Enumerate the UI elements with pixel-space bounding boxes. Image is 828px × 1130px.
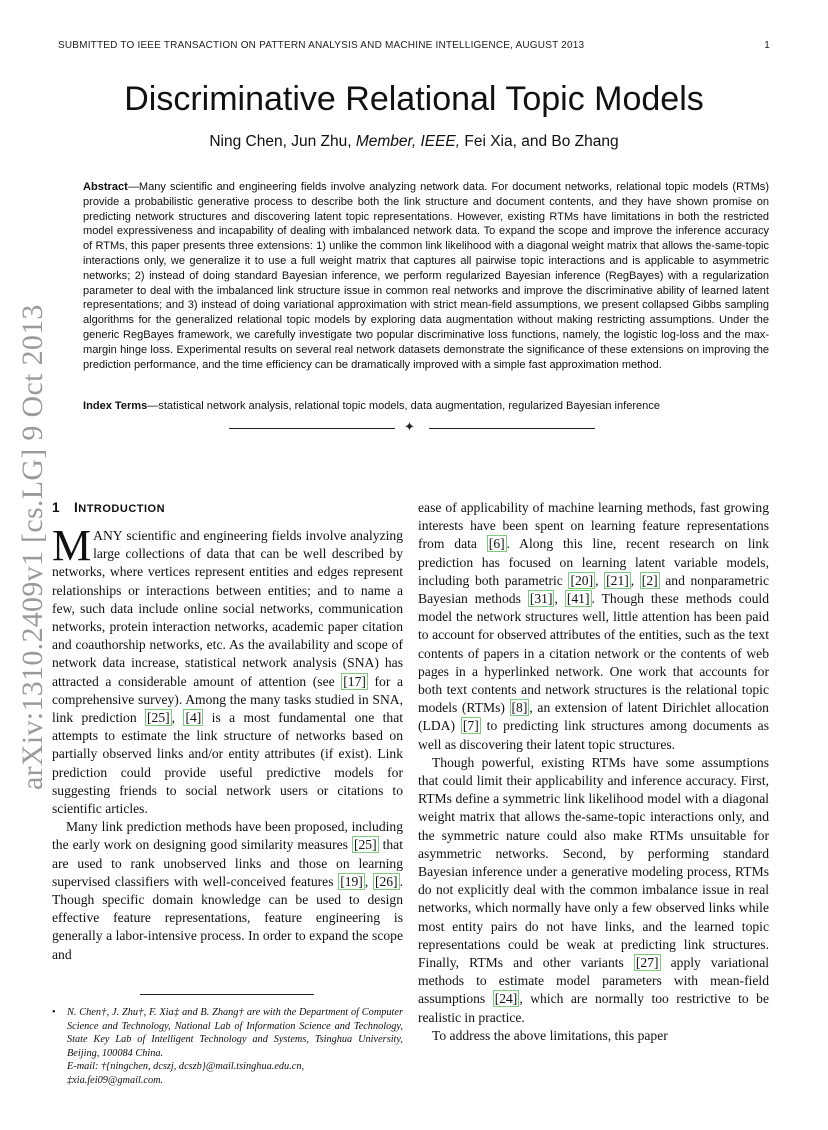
authors-membership: Member, IEEE, [355,133,461,150]
abstract [83,180,769,372]
text-run: ease of applicability of machine learning methods, fast growing interests have been spent on learning feature representations from data [418,500,769,552]
section-divider [229,420,595,435]
author-footnote [52,1006,403,1087]
text-run: , which are normally too restrictive to be realistic in practice. [418,991,769,1025]
citation-link[interactable]: [25] [147,710,170,726]
text-run: , [171,710,184,726]
text-run: , [630,572,640,588]
section-heading [52,499,403,517]
text-run: scientific and engineering fields involve analyzing large collections of data that can be well described by networks, where vertices represent entities and edges represent relationships or interactions between entities; and to name a few, such data include online social networks, communication networks, protein interaction networks, academic paper citation and coauthorship networks, etc. As the availability and scope of network data increase, statistical network analysis (SNA) has attracted a considerable amount of attention (see [52,528,403,689]
index-terms-text: —statistical network analysis, relational topic models, data augmentation, regularized Bayesian inference [147,400,660,412]
authors-names-b: Fei Xia, and Bo Zhang [460,133,619,150]
text-run: . Though specific domain knowledge can be used to design effective feature representations, feature engineering is generally a labor-intensive process. In order to expand the scope and [52,873,403,962]
text-run: that are used to rank unobserved links and those on learning supervised classifiers with well-conceived features [52,837,403,889]
text-run: , [554,591,565,607]
text-run: . Along this line, recent research on link prediction has focused on learning latent variable models, including both parametric [418,536,769,588]
text-run: Many link prediction methods have been proposed, including the early work on designing good similarity measures [52,819,403,853]
citation-link[interactable]: [31] [529,591,553,607]
paragraph-intro-5: To address the above limitations, this paper [432,1027,668,1043]
text-run: for a comprehensive survey). Among the many tasks studied in SNA, link prediction [52,673,403,726]
arxiv-watermark [0,0,60,1130]
abstract-label: Abstract [83,181,128,193]
paragraph-intro-4 [418,754,769,1027]
divider-rule-right [429,428,595,429]
divider-rule-left [229,428,395,429]
text-run: , [595,572,605,588]
paper-title: Discriminative Relational Topic Models [124,80,704,118]
footnote-email-1: E-mail: †{ningchen, dcszj, dcszb}@mail.tsinghua.edu.cn, [67,1061,305,1072]
footnote-body [52,1006,403,1087]
running-head-text: SUBMITTED TO IEEE TRANSACTION ON PATTERN ANALYSIS AND MACHINE INTELLIGENCE, AUGUST 2013 [58,40,585,51]
author-list [0,133,828,151]
column-left [52,499,403,964]
citation-link[interactable]: [2] [641,572,658,588]
text-run: apply variational methods to estimate model parameters with mean-field assumptions [418,955,770,1007]
page-number: 1 [764,40,770,51]
citation-link[interactable]: [25] [353,837,377,853]
citation-link[interactable]: [41] [566,591,590,607]
text-run: Though powerful, existing RTMs have some assumptions that could limit their applicability and inference accuracy. First, RTMs define a symmetric link likelihood model with a diagonal weight matrix that allows the-same-topic interactions only, and the symmetric nature could also make RTMs unsuitable for asymmetric networks. Second, by performing standard Bayesian inference under a generative modeling process, RTMs do not explicitly deal with the common imbalance issue in real networks, which normally have only a few observed links while most entity pairs do not have links, and the learned topic representations could be weak at predicting link structures. Finally, RTMs and other variants [418,754,769,971]
text-run: and nonparametric Bayesian methods [418,572,770,607]
section-title-rest: NTRODUCTION [78,503,166,515]
index-terms-label: Index Terms [83,400,148,412]
text-run: is a most fundamental one that attempts to estimate the link structure of networks based on partially observed links and/or entity attributes (if exist). Link prediction could provide useful predictive models for suggesting friends to social network users or citations to scientific articles. [52,710,404,817]
citation-link[interactable]: [6] [488,536,505,552]
arxiv-identifier: arXiv:1310.2409v1 [cs.LG] 9 Oct 2013 [16,304,49,790]
paragraph-intro-3 [418,499,769,754]
section-title-initial: I [74,500,79,515]
column-right [418,499,769,1045]
citation-link[interactable]: [4] [185,710,202,726]
lead-smallcaps: ANY [93,528,123,543]
paragraph-intro-1 [52,521,404,818]
citation-link[interactable]: [20] [570,572,594,588]
text-run: , an extension of latent Dirichlet allocation (LDA) [418,700,769,734]
divider-star-icon: ✦ [404,420,415,435]
section-number: 1 [52,500,61,515]
text-run: . Though these methods could model the network structures well, little attention has been paid to account for observed attributes of the entities, such as the text contents of papers in a citation network or the contents of web pages in a hyperlinked network. One work that accounts for both text contents and network structures is the relational topic models (RTMs) [418,591,770,716]
citation-link[interactable]: [7] [462,718,479,734]
footnote-email-2: ‡xia.fei09@gmail.com. [67,1074,164,1086]
drop-cap: M [52,521,92,570]
citation-link[interactable]: [24] [494,991,518,1007]
footnote-bullet: • [52,1007,56,1018]
citation-link[interactable]: [26] [374,873,398,889]
footnote-rule [140,994,314,995]
citation-link[interactable]: [19] [340,873,363,889]
abstract-text: —Many scientific and engineering fields involve analyzing network data. For document networks, relational topic models (RTMs) provide a probabilistic generative process to describe both the link structure and document contents, and they have shown promise on predicting network structures and discovering latent topic representations. However, existing RTMs have limitations in both the restricted model expressiveness and incapability of dealing with imbalanced network data. To expand the scope and improve the inference accuracy of RTMs, this paper presents three extensions: 1) unlike the common link likelihood with a diagonal weight matrix that allows the-same-topic interactions only, we generalize it to use a full weight matrix that captures all pairwise topic interactions and is applicable to asymmetric networks; 2) instead of doing standard Bayesian inference, we perform regularized Bayesian inference (RegBayes) with a regularization parameter to deal with the imbalanced link structure issue in common real networks and improve the discriminative ability of learned latent representations; and 3) instead of doing variational approximation with strict mean-field assumptions, we present collapsed Gibbs sampling algorithms for the generalized relational topic models by exploring data augmentation without making restricting assumptions. Under the generic RegBayes framework, we carefully investigate two popular discriminative loss functions, namely, the logistic log-loss and the max-margin hinge loss. Experimental results on several real network datasets demonstrate the significance of these extensions on improving the prediction performance, and the time efficiency can be dramatically improved with a simple fast approximation method. [83,181,769,371]
text-run: to predicting link structures among documents as well as discovering their latent topic structures. [418,718,770,752]
text-run: , [364,873,373,889]
citation-link[interactable]: [17] [343,673,366,689]
footnote-affiliation: N. Chen†, J. Zhu†, F. Xia‡ and B. Zhang† are with the Department of Computer Science and Technology, National Lab of Information Science and Technology, State Key Lab of Intelligent Technology and Systems, Tsinghua University, Beijing, 100084 China. [67,1007,403,1059]
authors-names-a: Ning Chen, Jun Zhu, [209,133,356,150]
index-terms [83,399,773,413]
running-head [58,40,770,51]
paragraph-intro-2 [52,818,403,964]
citation-link[interactable]: [21] [606,572,629,588]
citation-link[interactable]: [8] [511,700,528,716]
citation-link[interactable]: [27] [635,955,659,971]
